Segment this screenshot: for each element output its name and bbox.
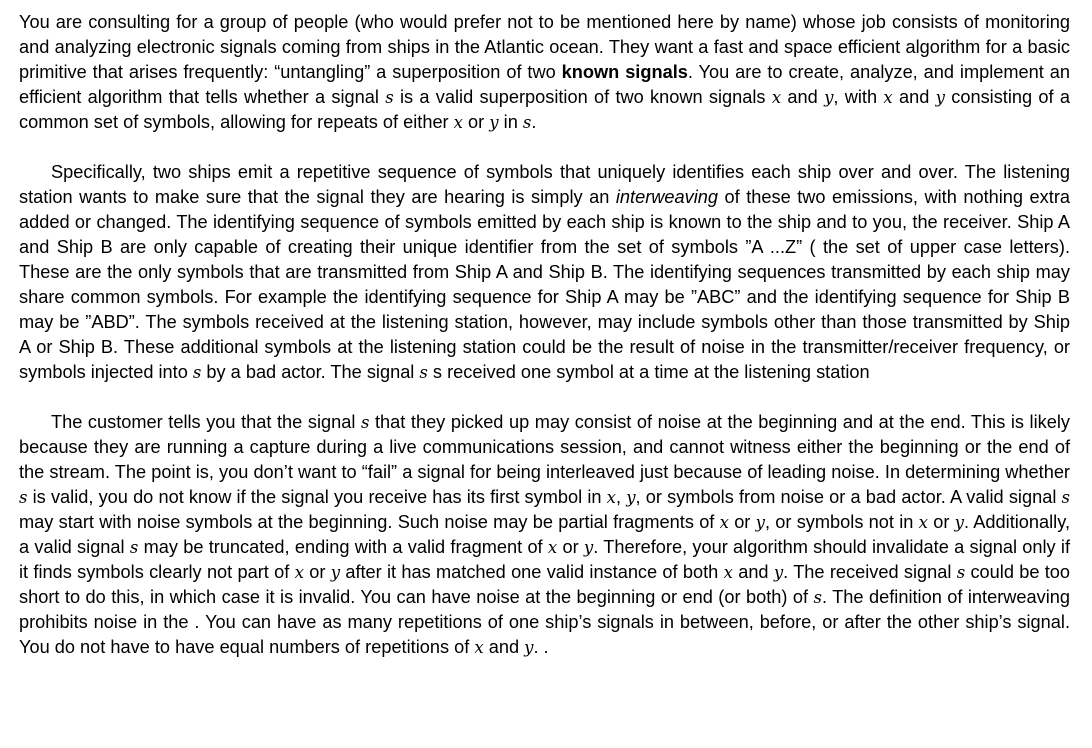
paragraph-3 — [19, 410, 1070, 660]
text-segment: The customer tells you that the signal — [51, 412, 361, 432]
text-segment: , — [615, 487, 627, 507]
text-segment: and — [732, 562, 774, 582]
math-symbol: s — [1061, 488, 1070, 507]
math-symbol: s — [385, 88, 394, 107]
text-segment: and — [892, 87, 936, 107]
text-segment: or — [927, 512, 955, 532]
text-segment: . — [531, 112, 537, 132]
math-symbol: s — [419, 363, 428, 382]
text-segment: could be too short to do this, in which case it is invalid. You can have noise at the beginning or end (or both) of — [19, 562, 1071, 607]
text-segment: and — [781, 87, 825, 107]
text-segment: in — [498, 112, 523, 132]
text-segment: You are consulting for a group of people (who would prefer not to be mentioned here by name) whose job consists of monitoring and analyzing electronic signals coming from ships in the Atlantic ocean. They want a fast and space efficient algorithm for a basic primitive that arises frequently: “untangling” a superposition of two — [19, 12, 1070, 82]
math-symbol: y — [954, 513, 964, 532]
text-segment: or — [557, 537, 584, 557]
text-segment: . You are to create, analyze, and implement an efficient algorithm that tells whether a signal — [19, 62, 1070, 107]
text-segment: , or symbols not in — [764, 512, 919, 532]
math-symbol: x — [547, 538, 558, 557]
text-segment: is valid, you do not know if the signal you receive has its first symbol in — [27, 487, 607, 507]
math-symbol: x — [294, 563, 304, 582]
bold-text: known signals — [561, 62, 688, 82]
math-symbol: y — [773, 563, 784, 582]
text-segment: and — [483, 637, 525, 657]
math-symbol: s — [19, 488, 28, 507]
text-segment: may be truncated, ending with a valid fragment of — [138, 537, 548, 557]
text-segment: by a bad actor. The signal — [201, 362, 420, 382]
text-segment: may start with noise symbols at the beginning. Such noise may be partial fragments of — [19, 512, 720, 532]
math-symbol: x — [918, 513, 928, 532]
math-symbol: s — [192, 363, 202, 382]
math-symbol: x — [719, 513, 729, 532]
text-segment: Specifically, two ships emit a repetitive sequence of symbols that uniquely identifies each ship over and over. The listening station wants to make sure that the signal they are hearing is simply an — [19, 162, 1070, 207]
text-segment: . The received signal — [783, 562, 957, 582]
math-symbol: y — [524, 638, 534, 657]
text-segment: consisting of a common set of symbols, allowing for repeats of either — [19, 87, 1070, 132]
math-symbol: s — [813, 588, 823, 607]
math-symbol: s — [522, 113, 532, 132]
math-symbol: y — [824, 88, 834, 107]
document-body — [19, 10, 1070, 660]
math-symbol: y — [489, 113, 499, 132]
text-segment: after it has matched one valid instance of both — [340, 562, 724, 582]
math-symbol: x — [883, 88, 893, 107]
math-symbol: y — [626, 488, 636, 507]
math-symbol: x — [453, 113, 463, 132]
math-symbol: x — [723, 563, 733, 582]
math-symbol: x — [771, 88, 782, 107]
math-symbol: x — [474, 638, 484, 657]
text-segment: . The definition of interweaving prohibits noise in the . You can have as many repetitions of one ship’s signals in between, before, or after the other ship’s signal. You do not have to have equal numbers of repetitions of — [19, 587, 1071, 657]
text-segment: is a valid superposition of two known signals — [393, 87, 772, 107]
text-segment: or — [462, 112, 490, 132]
text-segment: that they picked up may consist of noise at the beginning and at the end. This is likely because they are running a capture during a live communications session, and cannot witness either the beginning or the end of the stream. The point is, you don’t want to “fail” a signal for being interleaved just because of leading noise. In determining whether — [19, 412, 1070, 482]
text-segment: . Therefore, your algorithm should invalidate a signal only if it finds symbols clearly not part of — [19, 537, 1070, 582]
math-symbol: s — [360, 413, 370, 432]
text-segment: , with — [833, 87, 884, 107]
text-segment: . Additionally, a valid signal — [19, 512, 1071, 557]
text-segment: or — [303, 562, 331, 582]
math-symbol: s — [956, 563, 966, 582]
math-symbol: y — [935, 88, 945, 107]
paragraph-2 — [19, 160, 1070, 385]
text-segment: s received one symbol at a time at the listening station — [427, 362, 870, 382]
math-symbol: y — [330, 563, 341, 582]
text-segment: , or symbols from noise or a bad actor. A valid signal — [635, 487, 1062, 507]
math-symbol: x — [606, 488, 616, 507]
paragraph-1 — [19, 10, 1070, 135]
math-symbol: y — [755, 513, 765, 532]
math-symbol: s — [129, 538, 139, 557]
text-segment: of these two emissions, with nothing extra added or changed. The identifying sequence of symbols emitted by each ship is known to the ship and to you, the receiver. Ship A and Ship B are only capable of creating their unique identifier from the set of symbols ”A ...Z” ( the set of upper case letters). These are the only symbols that are transmitted from Ship A and Ship B. The identifying sequences transmitted by each ship may share common symbols. For example the identifying sequence for Ship A may be ”ABC” and the identifying sequence for Ship B may be ”ABD”. The symbols received at the listening station, however, may include symbols other than those transmitted by Ship A or Ship B. These additional symbols at the listening station could be the result of noise in the transmitter/receiver frequency, or symbols injected into — [19, 187, 1070, 382]
text-segment: . . — [533, 637, 549, 657]
text-segment: or — [728, 512, 756, 532]
emphasis-text: interweaving — [615, 187, 718, 207]
math-symbol: y — [583, 538, 594, 557]
